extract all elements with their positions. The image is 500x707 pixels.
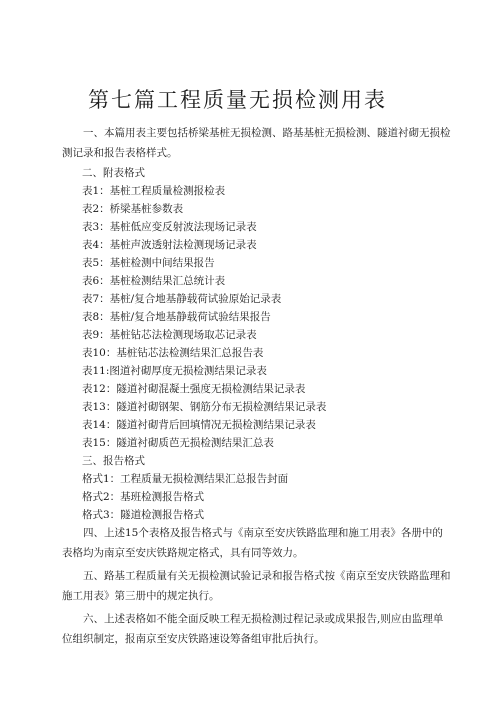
section-3-heading: 三、报告格式 [82,455,145,467]
table-list-item: 表15：隧道衬砌质芭无损检测结果汇总表 [82,437,274,449]
intro-paragraph: 一、本篇用表主要包括桥梁基桩无损检测、路基基桩无损检测、隧道衬砌无损检测记录和报告表格样式。 [62,127,451,159]
table-list-item: 表12：隧道衬砌混凝土强度无损检测结果记录表 [82,383,306,395]
document-title: 第七篇工程质量无损检测用表 [88,88,387,113]
section-2-heading: 二、附表格式 [82,167,145,179]
table-list-item: 表3：基桩低应变反射波法现场记录表 [82,221,257,233]
format-list-item: 格式1：工程质量无损检测结果汇总报告封面 [82,473,289,485]
paragraph-5: 五、路基工程质量有关无损检测试验记录和报告格式按《南京至安庆铁路监理和施工用表》第三册中的规定执行。 [62,570,451,602]
table-list-item: 表6：基桩检测结果汇总统计表 [82,275,226,287]
table-list-item: 表1：基桩工程质量检测报检表 [82,185,226,197]
paragraph-6: 六、上述表格如不能全面反映工程无损检测过程记录或成果报告,则应由监理单位组织制定，报南京至安庆铁路速设筹备组审批后执行。 [62,613,444,645]
table-list-item: 表14：隧道衬砌背后回填情况无损检测结果记录表 [82,419,316,431]
table-list-item: 表9：基桩钻芯法检测现场取芯记录表 [82,329,257,341]
table-list-item: 表2：桥梁基桩参数表 [82,203,184,215]
paragraph-4: 四、上述15个表格及报告格式与《南京至安庆铁路监理和施工用表》各册中的表格均为南京至安庆铁路规定格式，具有同等效力。 [62,527,443,559]
table-list-item: 表10：基桩钻芯法检测结果汇总报告表 [82,347,264,359]
format-list-item: 格式3：隧道检测报告格式 [82,509,205,521]
table-list-item: 表4：基桩声波透射法检测现场记录表 [82,239,257,251]
format-list-item: 格式2：基班检测报告格式 [82,491,205,503]
table-list-item: 表11:图道衬砌厚度无损检测结果记录表 [82,365,267,377]
table-list-item: 表13：隧道衬砌钢架、钢筋分布无损检测结果记录表 [82,401,327,413]
table-list-item: 表7：基桩/复合地基静载荷试验原始记录表 [82,293,282,305]
table-list-item: 表5：基桩检测中间结果报告 [82,257,215,269]
table-list-item: 表8：基桩/复合地基静载荷试验结果报告 [82,311,271,323]
